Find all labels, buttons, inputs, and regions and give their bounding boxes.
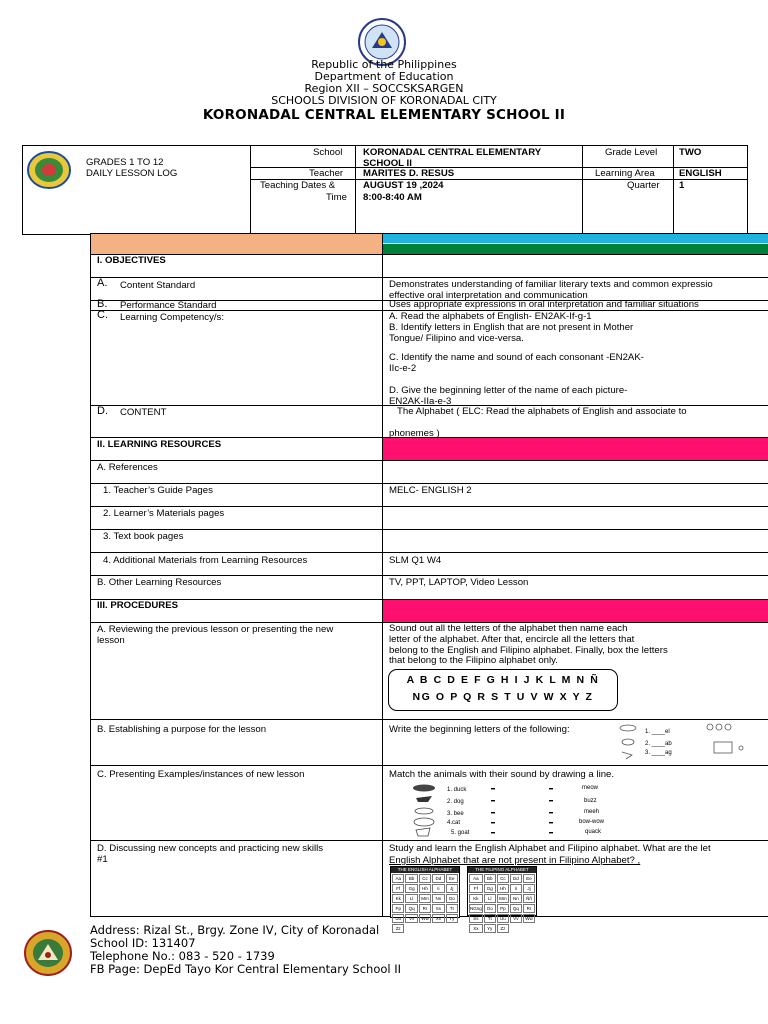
dates-label-1: Teaching Dates & — [260, 180, 336, 191]
alphabet-cell: Cc — [419, 874, 431, 883]
alphabet-cell: Mm — [497, 894, 509, 903]
alphabet-cell: Hh — [419, 884, 431, 893]
alphabet-cell: Qq — [510, 904, 522, 913]
proc-a-text-3: belong to the English and Filipino alphabet. Finally, box the letters — [389, 645, 668, 656]
alphabet-cell: Uu — [497, 914, 509, 923]
alphabet-cell: Mm — [419, 894, 431, 903]
alphabet-cell: Vv — [510, 914, 522, 923]
alphabet-cell: Ss — [469, 914, 483, 923]
competency-b-1: B. Identify letters in English that are not present in Mother — [389, 322, 634, 333]
references-label: A. References — [97, 462, 158, 473]
footer-seal — [24, 930, 72, 976]
content-standard-letter: A. — [97, 277, 108, 289]
alphabet-cell: Tt — [484, 914, 496, 923]
alphabet-cell: Zz — [497, 924, 509, 933]
content-text-2: phonemes ) — [389, 428, 440, 439]
content-standard-text-2: effective oral interpretation and communication — [389, 290, 588, 301]
content-text-1: The Alphabet ( ELC: Read the alphabets of English and associate to — [397, 406, 687, 417]
alphabet-cell: Ff — [469, 884, 483, 893]
other-resources-value: TV, PPT, LAPTOP, Video Lesson — [389, 577, 529, 588]
blank-2: 2. ____ab — [645, 741, 672, 747]
objectives-heading: I. OBJECTIVES — [97, 255, 166, 266]
alphabet-cell: Tt — [446, 904, 458, 913]
proc-a-text-2: letter of the alphabet. After that, encircle all the letters that — [389, 634, 635, 645]
proc-d-text-1: Study and learn the English Alphabet and Filipino alphabet. What are the let — [389, 843, 711, 854]
proc-b-text: Write the beginning letters of the following: — [389, 724, 570, 735]
header-republic: Republic of the Philippines — [311, 58, 457, 71]
alphabet-cell: Nn — [510, 894, 522, 903]
performance-standard-label: Performance Standard — [120, 300, 217, 311]
tb-pages-label: 3. Text book pages — [103, 531, 184, 542]
alphabet-cell: Jj — [446, 884, 458, 893]
proc-a-text-1: Sound out all the letters of the alphabet then name each — [389, 623, 628, 634]
alphabet-cell: Aa — [469, 874, 483, 883]
alphabet-cell: Kk — [392, 894, 404, 903]
procedures-pink-band — [383, 600, 768, 622]
other-resources-label: B. Other Learning Resources — [97, 577, 222, 588]
filipino-chart-cells — [468, 873, 536, 934]
content-standard-label: Content Standard — [120, 280, 196, 291]
tg-pages-value: MELC- ENGLISH 2 — [389, 485, 472, 496]
school-title: KORONADAL CENTRAL ELEMENTARY SCHOOL II — [202, 107, 566, 123]
animal-5: 5. goat — [451, 830, 470, 836]
footer-address: Address: Rizal St., Brgy. Zone IV, City of Koronadal — [90, 923, 380, 937]
area-value: ENGLISH — [679, 168, 722, 179]
proc-a-label-1: A. Reviewing the previous lesson or presenting the new — [97, 624, 334, 635]
alphabet-cell: Pp — [497, 904, 509, 913]
alphabet-cell: Kk — [469, 894, 483, 903]
alphabet-box — [388, 669, 618, 711]
match-dots-right — [548, 785, 554, 837]
english-chart-title: THE ENGLISH ALPHABET — [391, 867, 459, 873]
header-orange-cell — [91, 234, 382, 254]
content-letter: D. — [97, 405, 108, 417]
sound-3: meeh — [584, 809, 600, 815]
competency-c-2: IIc-e-2 — [389, 363, 417, 374]
alphabet-cell: Ññ — [523, 894, 535, 903]
alphabet-cell: Aa — [392, 874, 404, 883]
alphabet-cell: Pp — [392, 904, 404, 913]
resources-heading: II. LEARNING RESOURCES — [97, 439, 222, 450]
animal-4: 4.cat — [447, 820, 461, 826]
area-label: Learning Area — [595, 168, 655, 179]
animal-pictures — [410, 782, 442, 838]
proc-d-label-1: D. Discussing new concepts and practicing new skills — [97, 843, 324, 854]
alphabet-cell: Ll — [484, 894, 496, 903]
proc-c-text: Match the animals with their sound by drawing a line. — [389, 769, 615, 780]
sound-1: meow — [582, 785, 599, 791]
log-title-2: DAILY LESSON LOG — [86, 168, 178, 179]
alphabet-cell: Jj — [523, 884, 535, 893]
english-chart-cells — [391, 873, 459, 934]
alphabet-cell: Zz — [392, 924, 404, 933]
proc-d-text-2: English Alphabet that are not present in Filipino Alphabet? , — [389, 855, 641, 866]
alphabet-cell: Ii — [510, 884, 522, 893]
alphabet-cell: Dd — [432, 874, 444, 883]
header-region: Region XII – SOCCSKSARGEN — [304, 82, 464, 95]
add-materials-label: 4. Additional Materials from Learning Resources — [103, 555, 308, 566]
alphabet-cell: NGng — [470, 906, 482, 911]
alphabet-cell: Rr — [419, 904, 431, 913]
animal-3: 3. bee — [447, 811, 464, 817]
alphabet-cell: Xx — [469, 924, 483, 933]
animal-1: 1. duck — [447, 787, 467, 793]
sound-5: quack — [585, 829, 602, 835]
proc-b-label: B. Establishing a purpose for the lesson — [97, 724, 267, 735]
proc-c-label: C. Presenting Examples/instances of new lesson — [97, 769, 305, 780]
small-seal-icon — [27, 151, 71, 189]
log-title-1: GRADES 1 TO 12 — [86, 157, 164, 168]
header-division: SCHOOLS DIVISION OF KORONADAL CITY — [271, 94, 497, 107]
dates-value-2: 8:00-8:40 AM — [363, 192, 422, 203]
resources-pink-band — [383, 438, 768, 460]
lesson-info-table — [22, 145, 748, 235]
header-cyan-band — [383, 234, 768, 243]
alphabet-cell: Dd — [510, 874, 522, 883]
school-value: KORONADAL CENTRAL ELEMENTARY SCHOOL II — [363, 147, 542, 169]
competency-b-2: Tongue/ Filipino and vice-versa. — [389, 333, 524, 344]
grade-label: Grade Level — [605, 147, 658, 158]
alphabet-cell: Oo — [484, 904, 496, 913]
match-dots-left — [490, 785, 496, 837]
alphabet-cell: Uu — [392, 914, 404, 923]
competency-d-1: D. Give the beginning letter of the name of each picture- — [389, 385, 628, 396]
proc-a-text-4: that belong to the Filipino alphabet only. — [389, 655, 558, 666]
alphabet-cell: Nn — [432, 894, 444, 903]
competency-d-2: EN2AK-IIa-e-3 — [389, 396, 452, 407]
alphabet-cell: Hh — [497, 884, 509, 893]
teacher-label: Teacher — [309, 168, 344, 179]
lm-pages-label: 2. Learner’s Materials pages — [103, 508, 225, 519]
alphabet-cell: Ff — [392, 884, 404, 893]
alphabet-cell: Bb — [484, 874, 496, 883]
filipino-chart-title: THE FILIPINO ALPHABET — [468, 867, 536, 873]
alphabet-cell: Bb — [405, 874, 417, 883]
picture-cues — [618, 722, 768, 762]
sound-2: buzz — [584, 798, 597, 804]
proc-d-label-2: #1 — [97, 854, 108, 865]
competency-a: A. Read the alphabets of English- EN2AK-If-g-1 — [389, 311, 592, 322]
grade-value: TWO — [679, 147, 702, 158]
header-department: Department of Education — [314, 70, 454, 83]
footer-school-id: School ID: 131407 — [90, 936, 196, 950]
alphabet-cell: Gg — [484, 884, 496, 893]
alphabet-line-2: NG O P Q R S T U V W X Y Z — [412, 691, 594, 703]
blank-3: 3. ____ag — [645, 750, 672, 756]
english-alphabet-chart — [390, 866, 460, 931]
dates-label-2: Time — [326, 192, 347, 203]
blank-1: 1. ____el — [645, 729, 670, 735]
alphabet-cell: Ww — [523, 914, 535, 923]
add-materials-value: SLM Q1 W4 — [389, 555, 442, 566]
alphabet-cell: Cc — [497, 874, 509, 883]
proc-a-label-2: lesson — [97, 635, 125, 646]
performance-standard-text: Uses appropriate expressions in oral interpretation and familiar situations — [389, 299, 699, 310]
alphabet-cell: Rr — [523, 904, 535, 913]
school-label: School — [313, 147, 343, 158]
alphabet-cell: Ee — [523, 874, 535, 883]
dates-value-1: AUGUST 19 ,2024 — [363, 180, 444, 191]
alphabet-cell: Qq — [405, 904, 417, 913]
content-label: CONTENT — [120, 407, 167, 418]
alphabet-cell: Ii — [432, 884, 444, 893]
alphabet-cell: Xx — [432, 914, 444, 923]
alphabet-cell: Gg — [405, 884, 417, 893]
performance-standard-letter: B. — [97, 298, 108, 310]
footer-phone: Telephone No.: 083 - 520 - 1739 — [90, 949, 275, 963]
competency-letter: C. — [97, 309, 108, 321]
tg-pages-label: 1. Teacher’s Guide Pages — [103, 485, 213, 496]
alphabet-cell: Yy — [484, 924, 496, 933]
procedures-heading: III. PROCEDURES — [97, 600, 179, 611]
teacher-value: MARITES D. RESUS — [363, 168, 455, 179]
alphabet-cell: Ll — [405, 894, 417, 903]
competency-c-1: C. Identify the name and sound of each consonant -EN2AK- — [389, 352, 644, 363]
alphabet-cell: Ss — [432, 904, 444, 913]
sound-4: bow-wow — [579, 819, 605, 825]
quarter-label: Quarter — [627, 180, 660, 191]
alphabet-cell: Oo — [446, 894, 458, 903]
animal-2: 2. dog — [447, 799, 464, 805]
competency-label: Learning Competency/s: — [120, 312, 224, 323]
content-standard-text-1: Demonstrates understanding of familiar literary texts and common expressio — [389, 279, 713, 290]
alphabet-cell: Vv — [405, 914, 417, 923]
alphabet-cell: Yy — [446, 914, 458, 923]
alphabet-cell: Ww — [419, 914, 431, 923]
footer-fb-page: FB Page: DepEd Tayo Kor Central Elementary School II — [90, 962, 402, 976]
quarter-value: 1 — [679, 180, 685, 191]
alphabet-cell: Ee — [446, 874, 458, 883]
alphabet-line-1: A B C D E F G H I J K L M N Ñ — [406, 674, 600, 686]
filipino-alphabet-chart — [467, 866, 537, 931]
